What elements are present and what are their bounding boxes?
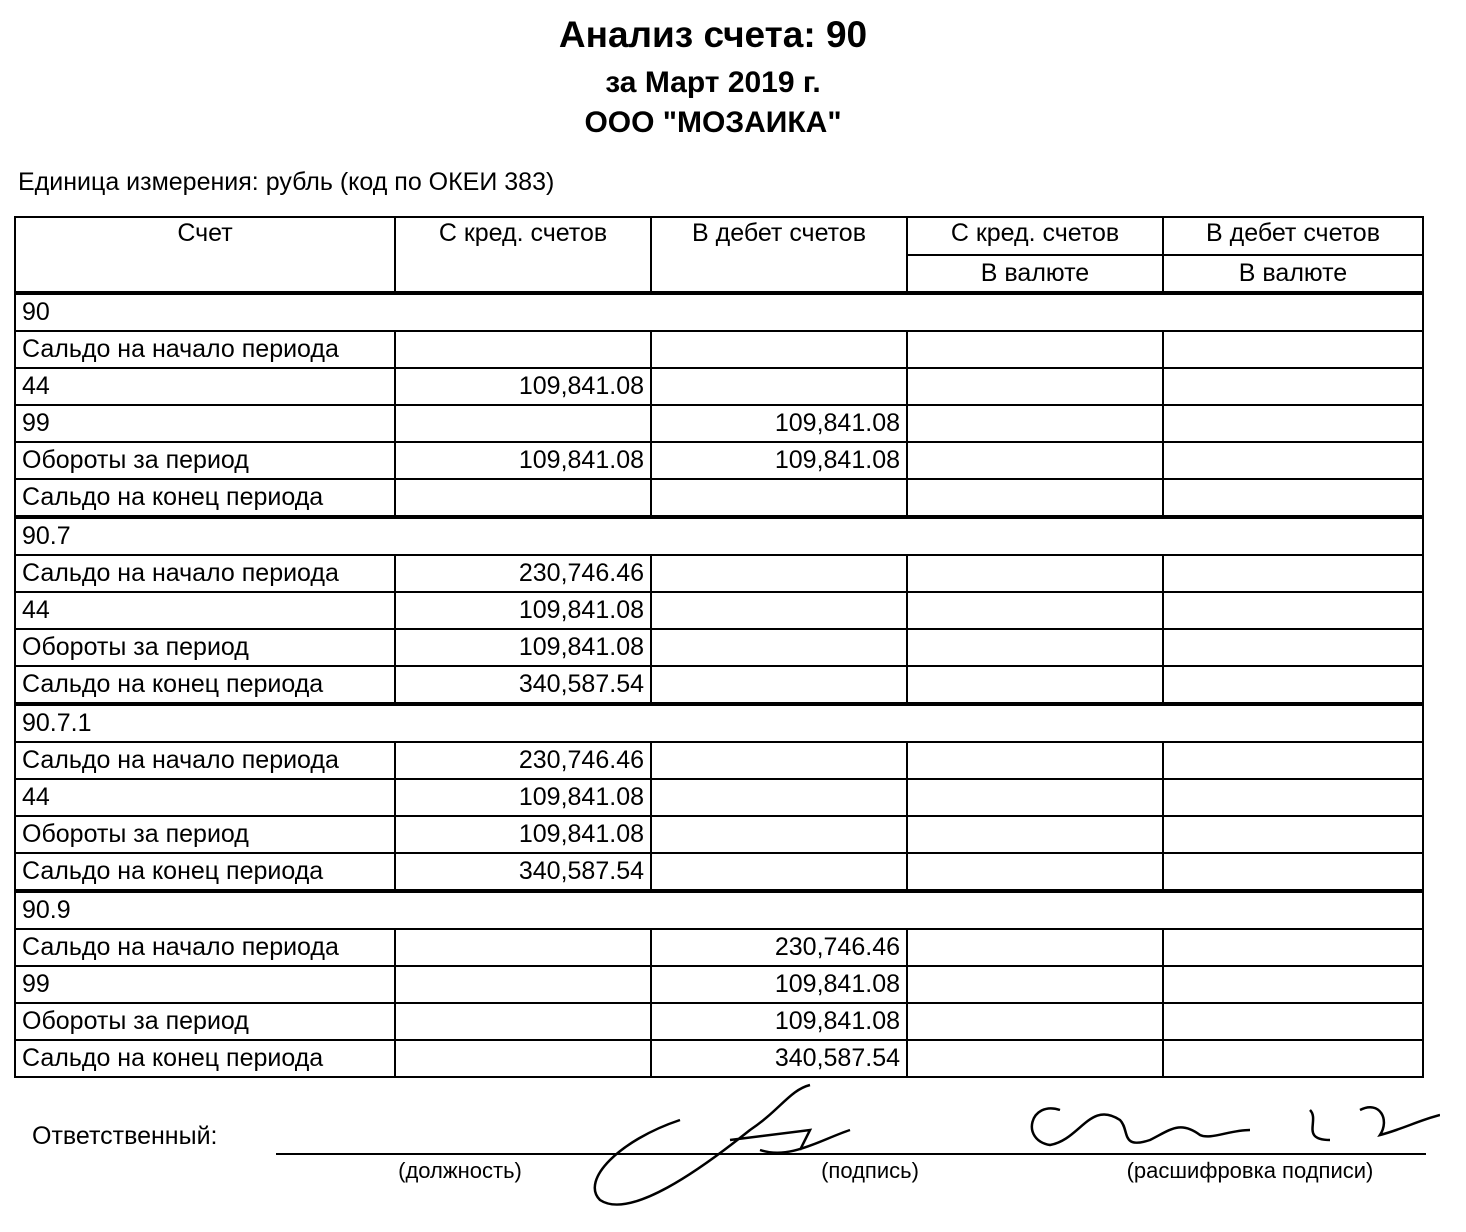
debit-value xyxy=(651,742,907,779)
credit-currency-value xyxy=(907,779,1163,816)
credit-value: 109,841.08 xyxy=(395,592,651,629)
table-row xyxy=(15,479,1423,517)
section-row xyxy=(15,517,1423,555)
section-row xyxy=(15,704,1423,742)
debit-currency-value xyxy=(1163,1003,1423,1040)
row-label: Сальдо на начало периода xyxy=(15,929,395,966)
debit-currency-value xyxy=(1163,853,1423,891)
signature-caption: (подпись) xyxy=(821,1158,919,1183)
credit-currency-value xyxy=(907,1003,1163,1040)
debit-currency-value xyxy=(1163,929,1423,966)
debit-currency-value xyxy=(1163,555,1423,592)
table-row xyxy=(15,555,1423,592)
credit-currency-value xyxy=(907,405,1163,442)
unit-of-measure: Единица измерения: рубль (код по ОКЕИ 383) xyxy=(18,168,555,196)
credit-value xyxy=(395,1003,651,1040)
table-row xyxy=(15,1040,1423,1077)
section-account: 90.7.1 xyxy=(15,704,1423,742)
credit-value xyxy=(395,929,651,966)
debit-value xyxy=(651,592,907,629)
row-label: Обороты за период xyxy=(15,816,395,853)
table-row xyxy=(15,629,1423,666)
row-label: Обороты за период xyxy=(15,629,395,666)
credit-value: 340,587.54 xyxy=(395,666,651,704)
row-label: Обороты за период xyxy=(15,1003,395,1040)
debit-value: 109,841.08 xyxy=(651,966,907,1003)
credit-value: 109,841.08 xyxy=(395,779,651,816)
section-account: 90 xyxy=(15,293,1423,331)
credit-currency-value xyxy=(907,1040,1163,1077)
credit-value: 230,746.46 xyxy=(395,555,651,592)
credit-currency-value xyxy=(907,592,1163,629)
section-row xyxy=(15,293,1423,331)
row-label: Сальдо на конец периода xyxy=(15,1040,395,1077)
debit-currency-value xyxy=(1163,331,1423,368)
debit-value: 109,841.08 xyxy=(651,442,907,479)
header-debit-currency: В дебет счетов xyxy=(1163,217,1423,255)
table-row xyxy=(15,816,1423,853)
table-body xyxy=(15,293,1423,1077)
credit-value: 230,746.46 xyxy=(395,742,651,779)
credit-currency-value xyxy=(907,666,1163,704)
debit-currency-value xyxy=(1163,666,1423,704)
row-label: 99 xyxy=(15,405,395,442)
table-row xyxy=(15,1003,1423,1040)
row-label: 99 xyxy=(15,966,395,1003)
header-currency-2: В валюте xyxy=(1163,255,1423,293)
credit-value xyxy=(395,331,651,368)
credit-currency-value xyxy=(907,742,1163,779)
handwritten-signature xyxy=(560,1080,1440,1210)
credit-currency-value xyxy=(907,966,1163,1003)
row-label: Обороты за период xyxy=(15,442,395,479)
credit-value xyxy=(395,405,651,442)
credit-currency-value xyxy=(907,629,1163,666)
debit-value xyxy=(651,816,907,853)
header-credit-currency: С кред. счетов xyxy=(907,217,1163,255)
debit-value xyxy=(651,853,907,891)
debit-currency-value xyxy=(1163,966,1423,1003)
table-row xyxy=(15,331,1423,368)
row-label: Сальдо на начало периода xyxy=(15,555,395,592)
debit-value xyxy=(651,666,907,704)
table-row xyxy=(15,442,1423,479)
debit-currency-value xyxy=(1163,479,1423,517)
report-title: Анализ счета: 90 xyxy=(558,14,868,55)
credit-value xyxy=(395,966,651,1003)
debit-currency-value xyxy=(1163,1040,1423,1077)
debit-currency-value xyxy=(1163,742,1423,779)
header-debit: В дебет счетов xyxy=(651,217,907,293)
debit-value: 109,841.08 xyxy=(651,405,907,442)
credit-currency-value xyxy=(907,442,1163,479)
debit-currency-value xyxy=(1163,442,1423,479)
responsible-label: Ответственный: xyxy=(32,1122,218,1150)
credit-value: 109,841.08 xyxy=(395,442,651,479)
row-label: 44 xyxy=(15,368,395,405)
row-label: Сальдо на начало периода xyxy=(15,331,395,368)
debit-value xyxy=(651,368,907,405)
table-row xyxy=(15,666,1423,704)
row-label: 44 xyxy=(15,592,395,629)
company-name: ООО "МОЗАИКА" xyxy=(584,106,842,139)
debit-value xyxy=(651,629,907,666)
debit-value: 230,746.46 xyxy=(651,929,907,966)
credit-currency-value xyxy=(907,929,1163,966)
credit-value: 109,841.08 xyxy=(395,816,651,853)
header-account: Счет xyxy=(15,217,395,293)
table-row xyxy=(15,592,1423,629)
table-row xyxy=(15,929,1423,966)
report-period: за Март 2019 г. xyxy=(605,66,821,99)
decoding-caption: (расшифровка подписи) xyxy=(1126,1158,1374,1183)
debit-value xyxy=(651,555,907,592)
debit-value xyxy=(651,479,907,517)
debit-value: 340,587.54 xyxy=(651,1040,907,1077)
credit-currency-value xyxy=(907,331,1163,368)
row-label: Сальдо на конец периода xyxy=(15,853,395,891)
debit-currency-value xyxy=(1163,779,1423,816)
credit-currency-value xyxy=(907,816,1163,853)
section-row xyxy=(15,891,1423,929)
credit-value xyxy=(395,479,651,517)
credit-value xyxy=(395,1040,651,1077)
credit-currency-value xyxy=(907,555,1163,592)
row-label: Сальдо на конец периода xyxy=(15,666,395,704)
row-label: Сальдо на конец периода xyxy=(15,479,395,517)
table-row xyxy=(15,368,1423,405)
credit-value: 109,841.08 xyxy=(395,368,651,405)
account-analysis-table xyxy=(14,216,1424,1078)
debit-value xyxy=(651,331,907,368)
debit-currency-value xyxy=(1163,629,1423,666)
credit-currency-value xyxy=(907,853,1163,891)
header-credit: С кред. счетов xyxy=(395,217,651,293)
section-account: 90.9 xyxy=(15,891,1423,929)
debit-value xyxy=(651,779,907,816)
debit-currency-value xyxy=(1163,592,1423,629)
table-row xyxy=(15,779,1423,816)
table-row xyxy=(15,742,1423,779)
credit-value: 340,587.54 xyxy=(395,853,651,891)
row-label: Сальдо на начало периода xyxy=(15,742,395,779)
credit-value: 109,841.08 xyxy=(395,629,651,666)
debit-currency-value xyxy=(1163,405,1423,442)
header-currency-1: В валюте xyxy=(907,255,1163,293)
debit-currency-value xyxy=(1163,816,1423,853)
table-row xyxy=(15,966,1423,1003)
section-account: 90.7 xyxy=(15,517,1423,555)
table-row xyxy=(15,853,1423,891)
row-label: 44 xyxy=(15,779,395,816)
debit-currency-value xyxy=(1163,368,1423,405)
position-caption: (должность) xyxy=(398,1158,522,1183)
credit-currency-value xyxy=(907,368,1163,405)
table-row xyxy=(15,405,1423,442)
credit-currency-value xyxy=(907,479,1163,517)
debit-value: 109,841.08 xyxy=(651,1003,907,1040)
